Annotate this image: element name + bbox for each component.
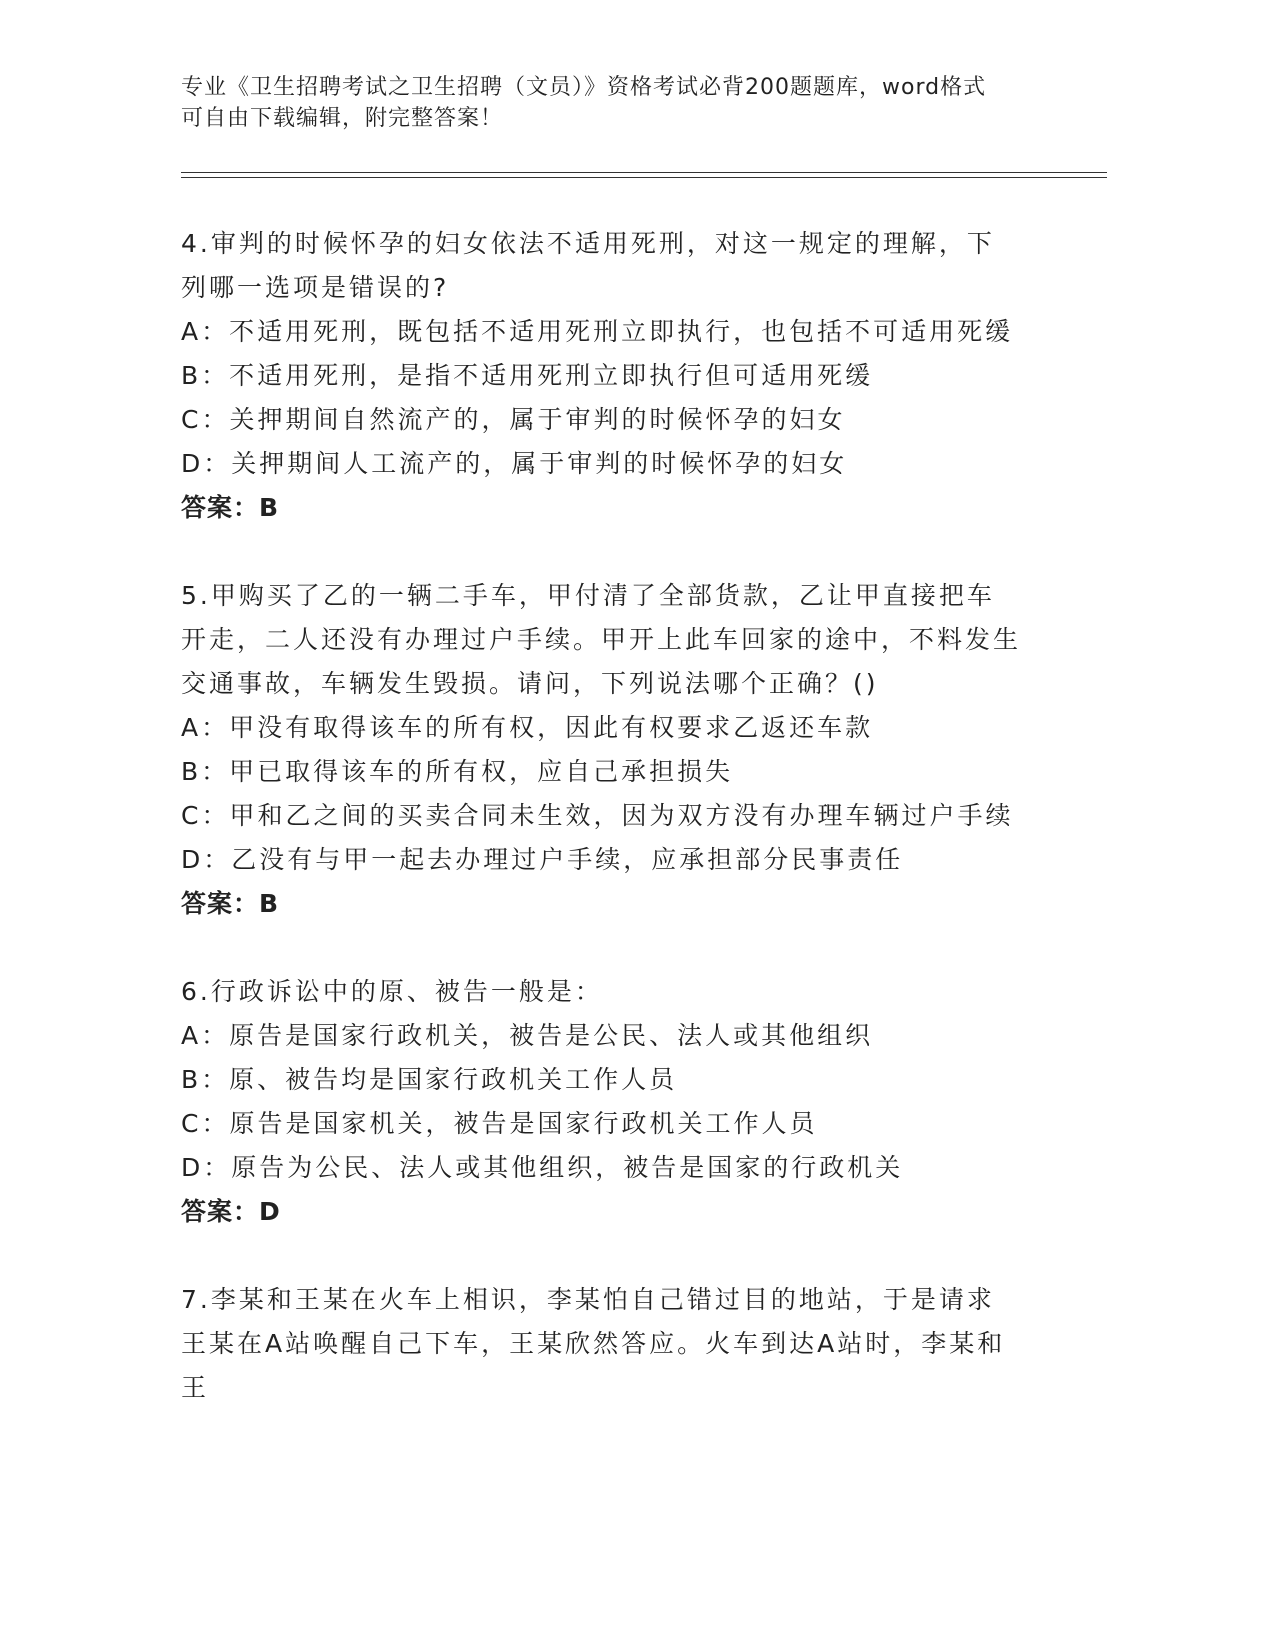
- answer-line: 答案：D: [181, 1197, 281, 1226]
- option-d: D：原告为公民、法人或其他组织，被告是国家的行政机关: [181, 1153, 904, 1182]
- question-stem: 7.李某和王某在火车上相识，李某怕自己错过目的地站，于是请求王某在A站唤醒自己下车，王某欣然答应。火车到达A站时，李某和王: [181, 1285, 1006, 1402]
- header-divider-bottom: [181, 177, 1107, 178]
- option-c: C：原告是国家机关，被告是国家行政机关工作人员: [181, 1109, 818, 1138]
- option-a: A：原告是国家行政机关，被告是公民、法人或其他组织: [181, 1021, 874, 1050]
- header-divider-top: [181, 172, 1107, 173]
- question-stem: 5.甲购买了乙的一辆二手车，甲付清了全部货款，乙让甲直接把车开走，二人还没有办理过户手续。甲开上此车回家的途中，不料发生交通事故，车辆发生毁损。请问，下列说法哪个正确？(): [181, 581, 1022, 698]
- option-a: A：不适用死刑，既包括不适用死刑立即执行，也包括不可适用死缓: [181, 317, 1014, 346]
- option-b: B：不适用死刑，是指不适用死刑立即执行但可适用死缓: [181, 361, 874, 390]
- option-d: D：关押期间人工流产的，属于审判的时候怀孕的妇女: [181, 449, 848, 478]
- question-4: [181, 222, 1021, 530]
- option-b: B：原、被告均是国家行政机关工作人员: [181, 1065, 678, 1094]
- answer-line: 答案：B: [181, 889, 280, 918]
- document-header: [181, 72, 1041, 134]
- question-list: [181, 222, 1021, 1454]
- header-title-line-1: 专业《卫生招聘考试之卫生招聘（文员）》资格考试必背200题题库，word格式: [181, 75, 987, 100]
- option-d: D：乙没有与甲一起去办理过户手续，应承担部分民事责任: [181, 845, 904, 874]
- header-title-line-2: 可自由下载编辑，附完整答案！: [181, 106, 504, 131]
- question-6: [181, 970, 1021, 1234]
- question-stem: 6.行政诉讼中的原、被告一般是：: [181, 977, 603, 1006]
- option-a: A：甲没有取得该车的所有权，因此有权要求乙返还车款: [181, 713, 874, 742]
- question-7: [181, 1278, 1021, 1410]
- option-b: B：甲已取得该车的所有权，应自己承担损失: [181, 757, 734, 786]
- answer-line: 答案：B: [181, 493, 280, 522]
- question-stem: 4.审判的时候怀孕的妇女依法不适用死刑，对这一规定的理解，下列哪一选项是错误的?: [181, 229, 995, 302]
- option-c: C：甲和乙之间的买卖合同未生效，因为双方没有办理车辆过户手续: [181, 801, 1014, 830]
- question-5: [181, 574, 1021, 926]
- option-c: C：关押期间自然流产的，属于审判的时候怀孕的妇女: [181, 405, 846, 434]
